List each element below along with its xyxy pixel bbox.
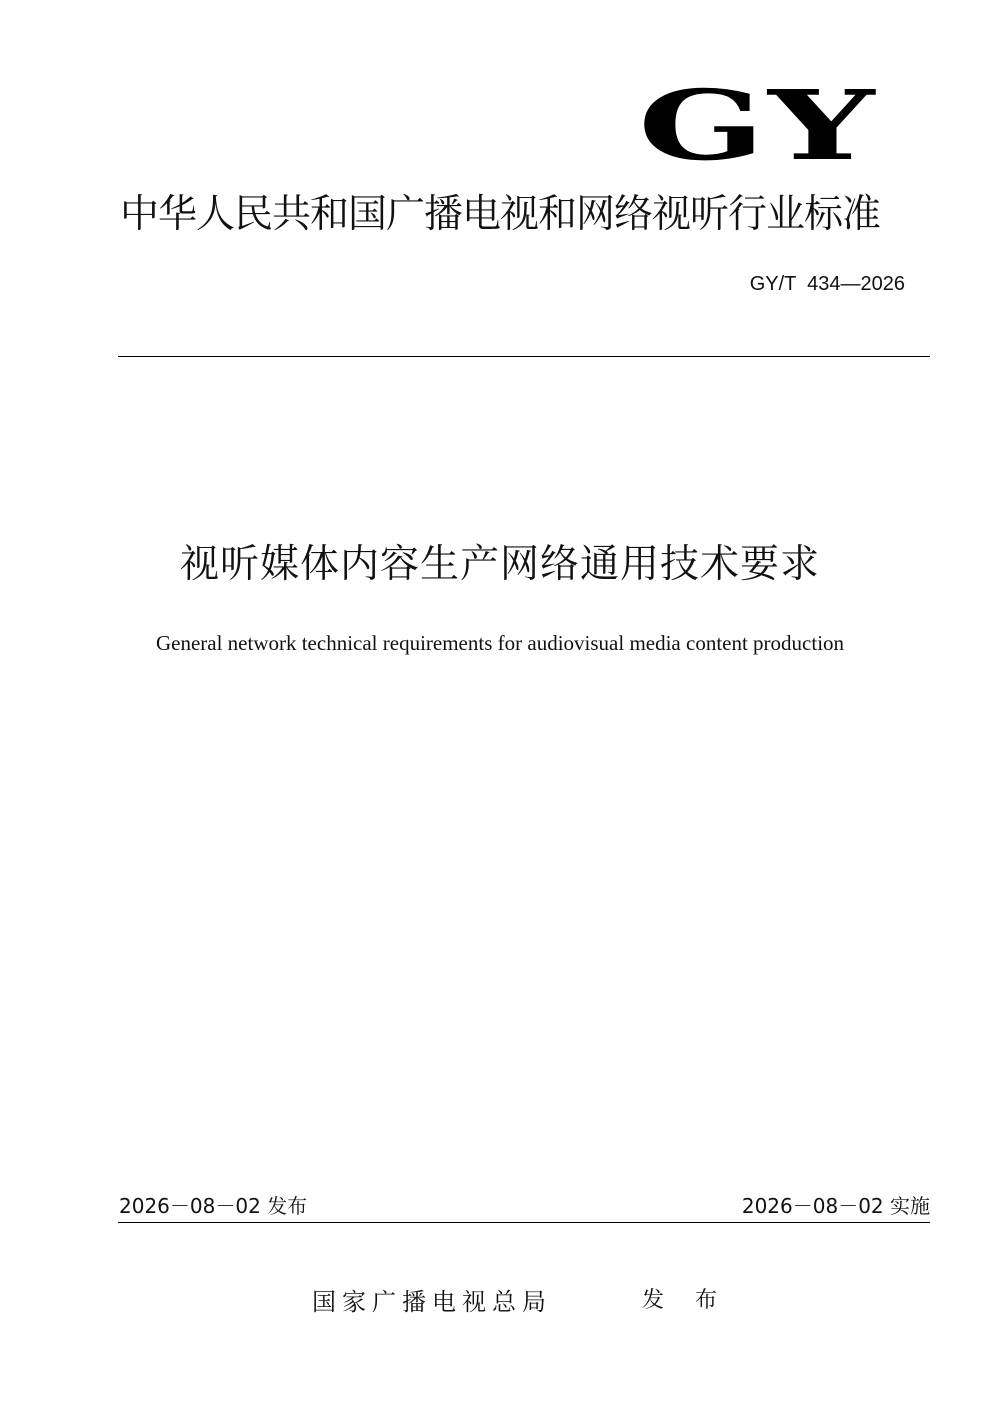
implement-date: 2026－08－02 实施 (741, 1194, 930, 1218)
document-title-chinese: 视听媒体内容生产网络通用技术要求 (179, 542, 820, 587)
publish-date: 2026－08－02 发布 (119, 1194, 308, 1218)
top-divider (118, 356, 930, 357)
issue-label: 发 布 (642, 1288, 729, 1313)
document-title-english: General network technical requirements for audiovisual media content production (155, 631, 845, 655)
issuing-authority: 国家广播电视总局 (312, 1288, 552, 1316)
gy-logo: GY (638, 69, 878, 182)
standard-number: GY/T 434—2026 (749, 273, 905, 295)
bottom-divider (118, 1222, 930, 1223)
standard-category-title: 中华人民共和国广播电视和网络视听行业标准 (120, 192, 881, 237)
